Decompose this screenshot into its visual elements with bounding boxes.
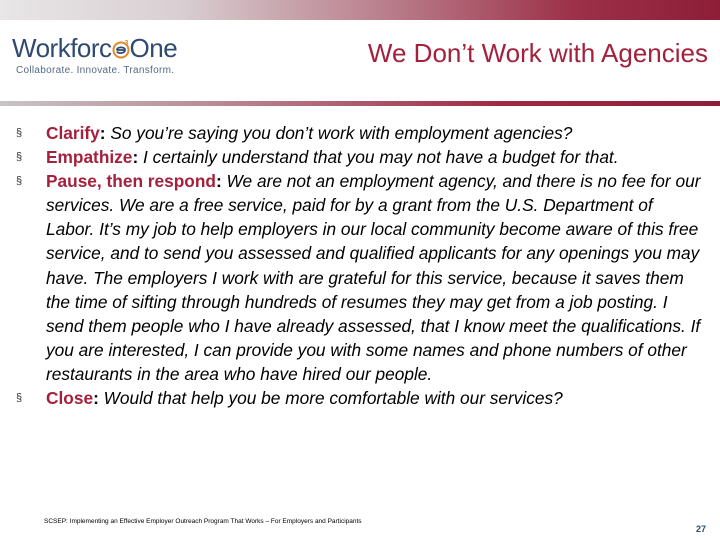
bullet-lead: Pause, then respond [46, 171, 216, 192]
top-banner-bar [0, 0, 720, 20]
bullet-square-icon: § [16, 151, 23, 164]
logo-text-right: One [129, 33, 178, 63]
bullet-square-icon: § [16, 127, 23, 139]
bullet-item: § Empathize: I certainly understand that you may not have a budget for that. [12, 145, 702, 169]
bullet-lead: Empathize [46, 147, 133, 168]
page-number: 27 [695, 524, 706, 534]
bullet-item: § Pause, then respond: We are not an employment agency, and there is no fee for our services. We are a free service, paid for by a grant from the U.S. Department of Labor. It’s my job to help employers in our local community become aware of this free service, and to send you assessed and qualified applicants for any openings you may have. The employers I work with are grateful for this service, because it saves them the time of sifting through hundreds of resumes they may get from a job posting. I send them people who I have already assessed, that I know meet the qualifications. If you are interested, I can provide you with some names and phone numbers of other restaurants in the area who have hired our people. [16, 171, 701, 384]
e3-icon [112, 36, 130, 56]
bullet-square-icon: § [16, 392, 23, 405]
workforce3one-logo [12, 34, 212, 84]
bullet-item: § Clarify: So you’re saying you don’t work with employment agencies? [12, 121, 702, 145]
bullet-square-icon: § [16, 175, 23, 188]
logo-tagline: Collaborate. Innovate. Transform. [16, 65, 175, 76]
header-divider [0, 101, 720, 106]
bullet-body: We are not an employment agency, and there is no fee for our services. We are a free service, paid for by a grant from the U.S. Department of Labor. It’s my job to help employers in our local community become aware of this free service, and to send you assessed and qualified applicants for any openings you may have. The employers I work with are grateful for this service, because it saves them the time of sifting through hundreds of resumes they may get from a job posting. I send them people who I have already assessed, that I know meet the qualifications. If you are interested, I can provide you with some names and phone numbers of other restaurants in the area who have hired our people. [46, 171, 701, 384]
bullet-item: § Close: Would that help you be more comfortable with our services? [12, 386, 702, 410]
bullet-lead: Close [46, 388, 94, 409]
bullet-body: Would that help you be more comfortable with our services? [103, 388, 563, 409]
bullet-body: So you’re saying you don’t work with employment agencies? [110, 123, 573, 143]
bullet-body: I certainly understand that you may not have a budget for that. [143, 147, 619, 168]
logo-text-left: Workforc [12, 33, 112, 63]
bullet-list [12, 121, 702, 410]
slide-title: We Don’t Work with Agencies [367, 38, 708, 68]
svg-text:3: 3 [124, 40, 128, 47]
bullet-lead: Clarify [46, 123, 100, 143]
footer-caption: SCSEP: Implementing an Effective Employer Outreach Program That Works – For Employers and Participants [44, 518, 362, 525]
